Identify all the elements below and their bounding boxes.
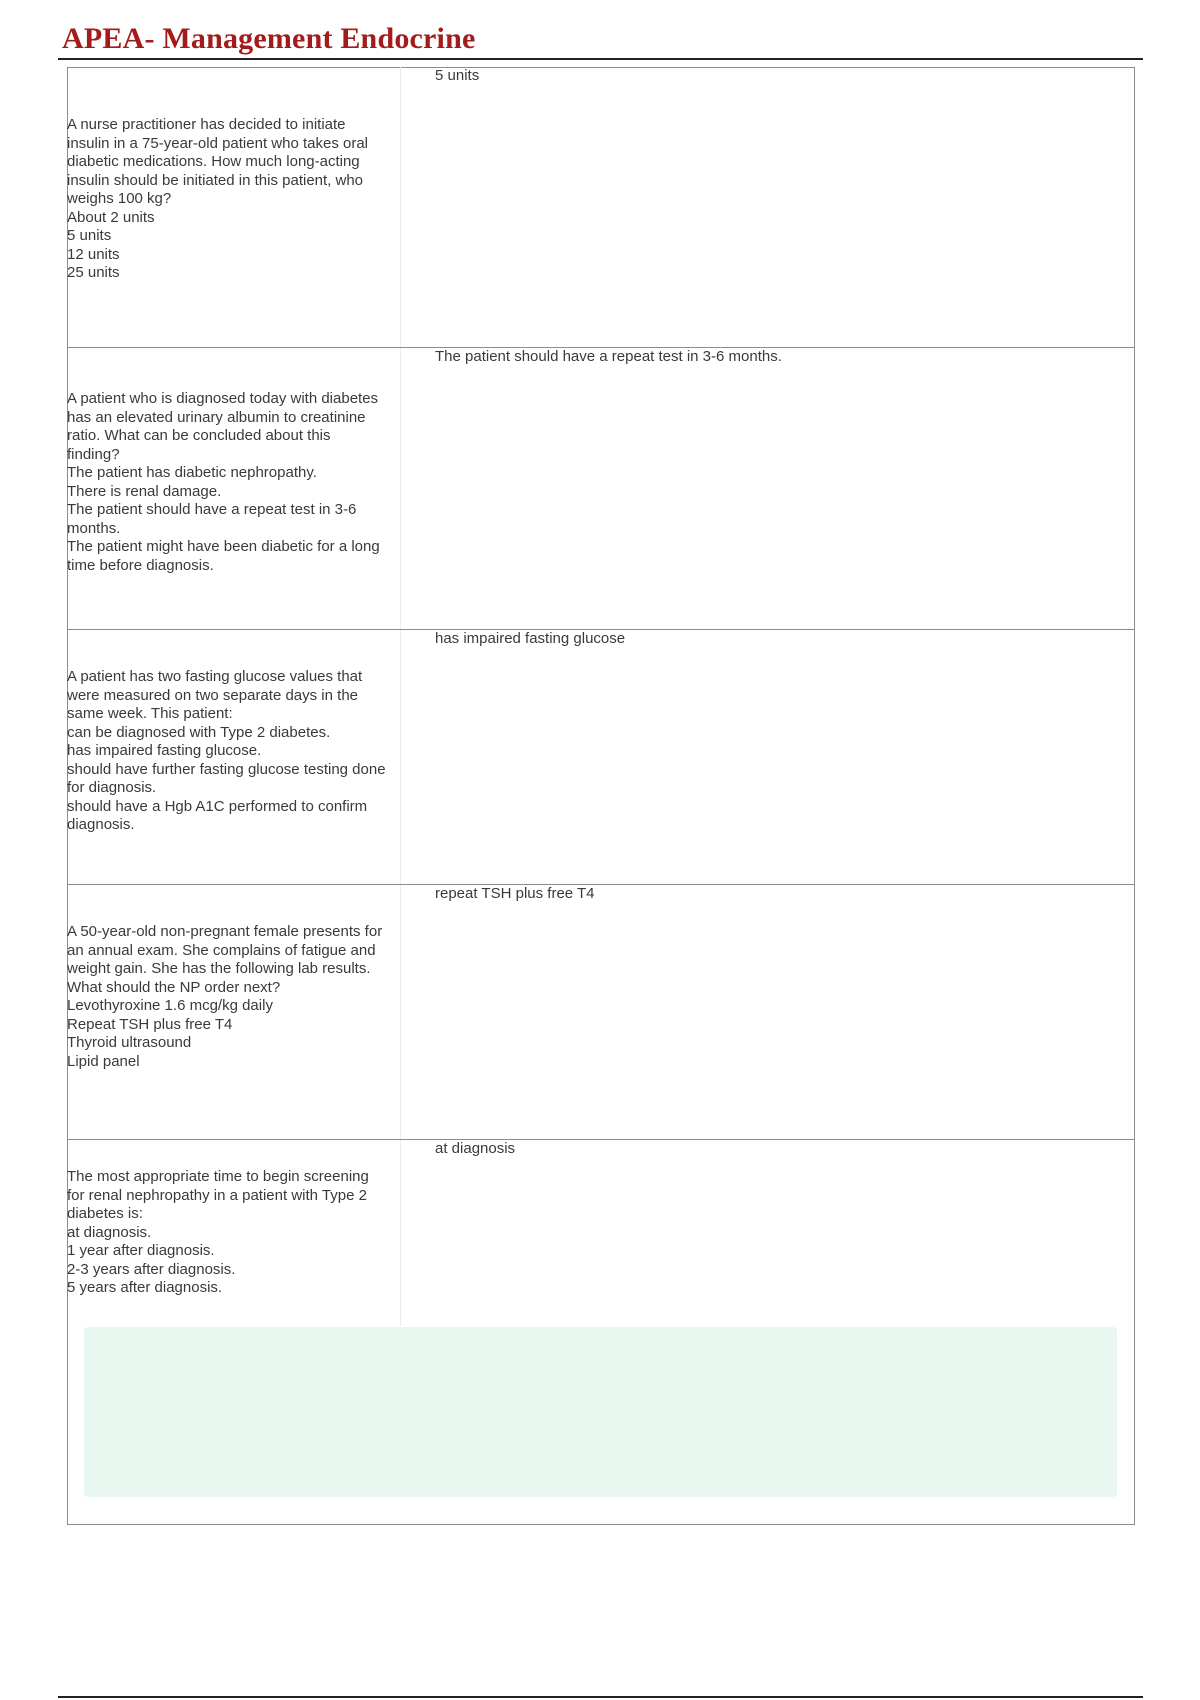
question-block — [67, 390, 387, 575]
answer-text: repeat TSH plus free T4 — [435, 885, 595, 902]
preview-overlay-panel — [84, 1327, 1117, 1497]
answer-option: at diagnosis. — [67, 1223, 152, 1241]
answer-option: The patient has diabetic nephropathy. — [67, 464, 317, 481]
question-text: A patient who is diagnosed today with diabetes has an elevated urinary albumin to creatinine ratio. What can be concluded about this finding? — [67, 390, 379, 463]
answer-option: The patient should have a repeat test in 3-6 months. — [67, 501, 357, 537]
answer-option: 5 units — [67, 227, 112, 244]
question-text: A patient has two fasting glucose values that were measured on two separate days in the same week. This patient: — [67, 668, 363, 722]
column-divider — [400, 67, 401, 347]
flashcard-row — [67, 347, 1135, 629]
answer-option: can be diagnosed with Type 2 diabetes. — [67, 723, 331, 741]
question-text: A 50-year-old non-pregnant female presents for an annual exam. She complains of fatigue and weight gain. She has the following lab results. What should the NP order next? — [67, 923, 383, 996]
answer-text: 5 units — [435, 67, 480, 84]
answer-option: should have a Hgb A1C performed to confirm diagnosis. — [67, 797, 368, 833]
answer-option: Repeat TSH plus free T4 — [67, 1015, 233, 1033]
question-text: The most appropriate time to begin screening for renal nephropathy in a patient with Type 2 diabetes is: — [67, 1168, 369, 1222]
answer-option: Thyroid ultrasound — [67, 1034, 192, 1051]
question-block — [67, 668, 387, 835]
footer-rule — [58, 1696, 1143, 1698]
answer-option: 25 units — [67, 264, 120, 281]
answer-option: Lipid panel — [67, 1052, 140, 1070]
answer-option: The patient might have been diabetic for a long time before diagnosis. — [67, 538, 380, 574]
answer-option: 1 year after diagnosis. — [67, 1242, 215, 1259]
flashcard-row — [67, 884, 1135, 1139]
flashcard-row — [67, 629, 1135, 884]
question-block — [67, 923, 387, 1071]
answer-text: at diagnosis — [435, 1140, 516, 1157]
answer-option: There is renal damage. — [67, 482, 222, 500]
question-block — [67, 1168, 387, 1298]
answer-text: The patient should have a repeat test in 3-6 months. — [435, 348, 782, 365]
question-block — [67, 116, 387, 283]
document-header — [58, 18, 1143, 60]
answer-option: 12 units — [67, 245, 120, 263]
column-divider — [400, 348, 401, 629]
column-divider — [400, 630, 401, 884]
flashcard-row — [67, 1139, 1135, 1326]
question-text: A nurse practitioner has decided to initiate insulin in a 75-year-old patient who takes oral diabetic medications. How much long-acting insulin should be initiated in this patient, who weighs 100 kg? — [67, 116, 369, 207]
column-divider — [400, 885, 401, 1139]
answer-option: Levothyroxine 1.6 mcg/kg daily — [67, 997, 273, 1014]
column-divider — [400, 1140, 401, 1326]
answer-option: About 2 units — [67, 208, 155, 226]
flashcard-row — [67, 67, 1135, 347]
answer-option: should have further fasting glucose testing done for diagnosis. — [67, 760, 386, 796]
answer-option: has impaired fasting glucose. — [67, 742, 262, 759]
answer-option: 2-3 years after diagnosis. — [67, 1260, 236, 1278]
answer-text: has impaired fasting glucose — [435, 630, 626, 647]
answer-option: 5 years after diagnosis. — [67, 1279, 223, 1296]
document-title: APEA- Management Endocrine — [62, 22, 476, 55]
